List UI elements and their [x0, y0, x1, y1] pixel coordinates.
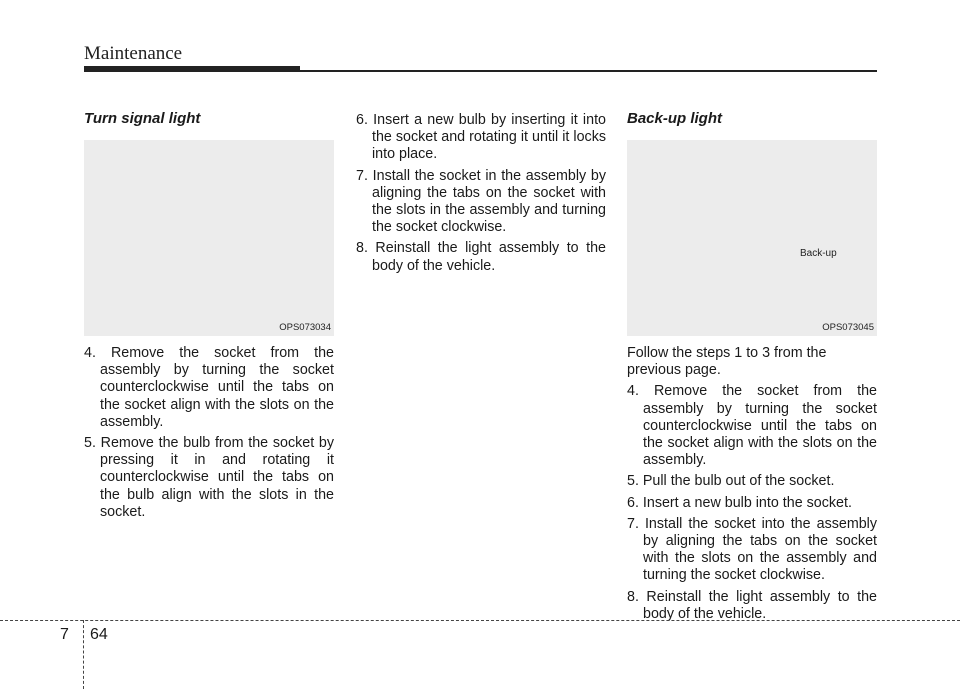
step-item: 6. Insert a new bulb by inserting it into the socket and rotating it until it locks into place. [356, 112, 606, 163]
step-item: 7. Install the socket into the assembly by aligning the tabs on the socket with the slots on the assembly and turning the socket clockwise. [627, 515, 877, 584]
step-item: 8. Reinstall the light assembly to the body of the vehicle. [356, 240, 606, 274]
turn-signal-steps-continued [356, 112, 606, 275]
turn-signal-steps [84, 345, 334, 521]
back-up-figure [627, 140, 877, 336]
step-item: 4. Remove the socket from the assembly by turning the socket counterclockwise until the tabs on the socket align with the slots on the assembly. [84, 345, 334, 430]
step-item: 7. Install the socket in the assembly by aligning the tabs on the socket with the slots in the assembly and turning the socket clockwise. [356, 167, 606, 236]
header-rule [84, 70, 877, 72]
footer-divider [0, 620, 960, 621]
step-item: 4. Remove the socket from the assembly by turning the socket counterclockwise until the tabs on the socket align with the slots on the assembly. [627, 383, 877, 469]
figure-callout-label: Back-up [800, 248, 837, 259]
chapter-number: 7 [60, 626, 69, 643]
turn-signal-figure [84, 140, 334, 336]
back-up-section [627, 110, 877, 627]
figure-code: OPS073045 [822, 322, 874, 333]
figure-code: OPS073034 [279, 322, 331, 333]
step-item: 8. Reinstall the light assembly to the body of the vehicle. [627, 588, 877, 622]
page-header-title: Maintenance [84, 43, 183, 64]
turn-signal-section [84, 110, 334, 525]
turn-signal-continued [356, 112, 606, 279]
back-up-steps [627, 383, 877, 623]
back-up-title: Back-up light [627, 110, 723, 127]
back-up-intro: Follow the steps 1 to 3 from the previous page. [627, 345, 827, 379]
page-number: 64 [90, 626, 108, 643]
step-item: 5. Pull the bulb out of the socket. [627, 473, 835, 490]
footer-vertical-divider [83, 620, 84, 689]
step-item: 5. Remove the bulb from the socket by pressing it in and rotating it counterclockwise until the tabs on the bulb align with the slots in the socket. [84, 435, 334, 520]
step-item: 6. Insert a new bulb into the socket. [627, 494, 852, 511]
turn-signal-title: Turn signal light [84, 110, 201, 127]
